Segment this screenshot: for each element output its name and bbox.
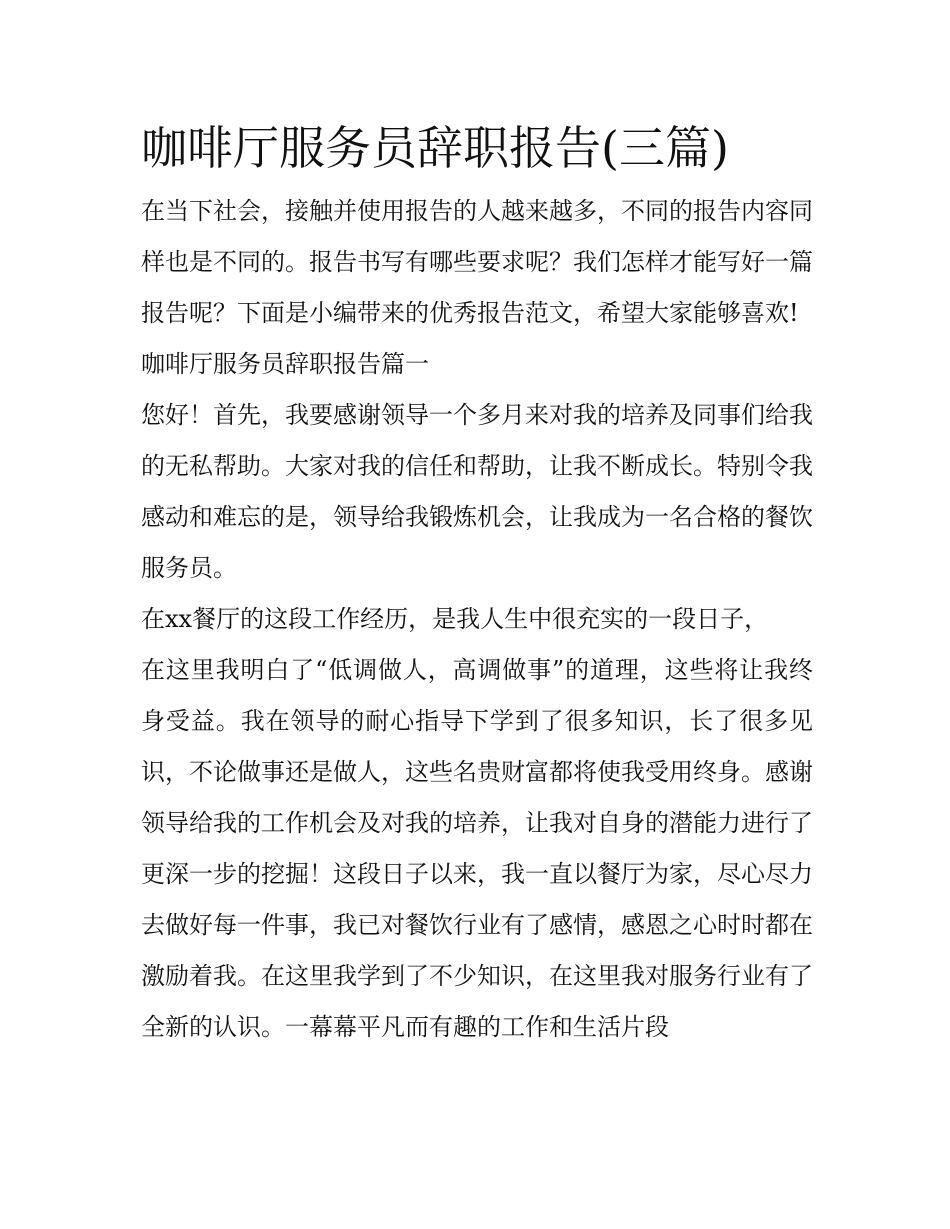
intro-paragraph: 在当下社会，接触并使用报告的人越来越多，不同的报告内容同样也是不同的。报告书写有哪些要求呢？我们怎样才能写好一篇报告呢？下面是小编带来的优秀报告范文，希望大家能够喜欢!: [141, 197, 813, 327]
body-paragraph-1: 您好！首先，我要感谢领导一个多月来对我的培养及同事们给我的无私帮助。大家对我的信任和帮助，让我不断成长。特别令我感动和难忘的是，领导给我锻炼机会，让我成为一名合格的餐饮服务员。: [141, 401, 813, 582]
document-title: 咖啡厅服务员辞职报告(三篇): [141, 121, 729, 175]
document-body: [141, 118, 813, 1053]
body-paragraph-3: 在这里我明白了“低调做人，高调做事”的道理，这些将让我终身受益。我在领导的耐心指导下学到了很多知识，长了很多见识，不论做事还是做人，这些名贵财富都将使我受用终身。感谢领导给我的工作机会及对我的培养，让我对自身的潜能力进行了更深一步的挖掘！这段日子以来，我一直以餐厅为家，尽心尽力去做好每一件事，我已对餐饮行业有了感情，感恩之心时时都在激励着我。在这里我学到了不少知识，在这里我对服务行业有了全新的认识。一幕幕平凡而有趣的工作和生活片段: [141, 656, 813, 1041]
body-paragraph-2: 在xx餐厅的这段工作经历，是我人生中很充实的一段日子，: [141, 605, 769, 633]
section-heading: 咖啡厅服务员辞职报告篇一: [141, 350, 429, 378]
